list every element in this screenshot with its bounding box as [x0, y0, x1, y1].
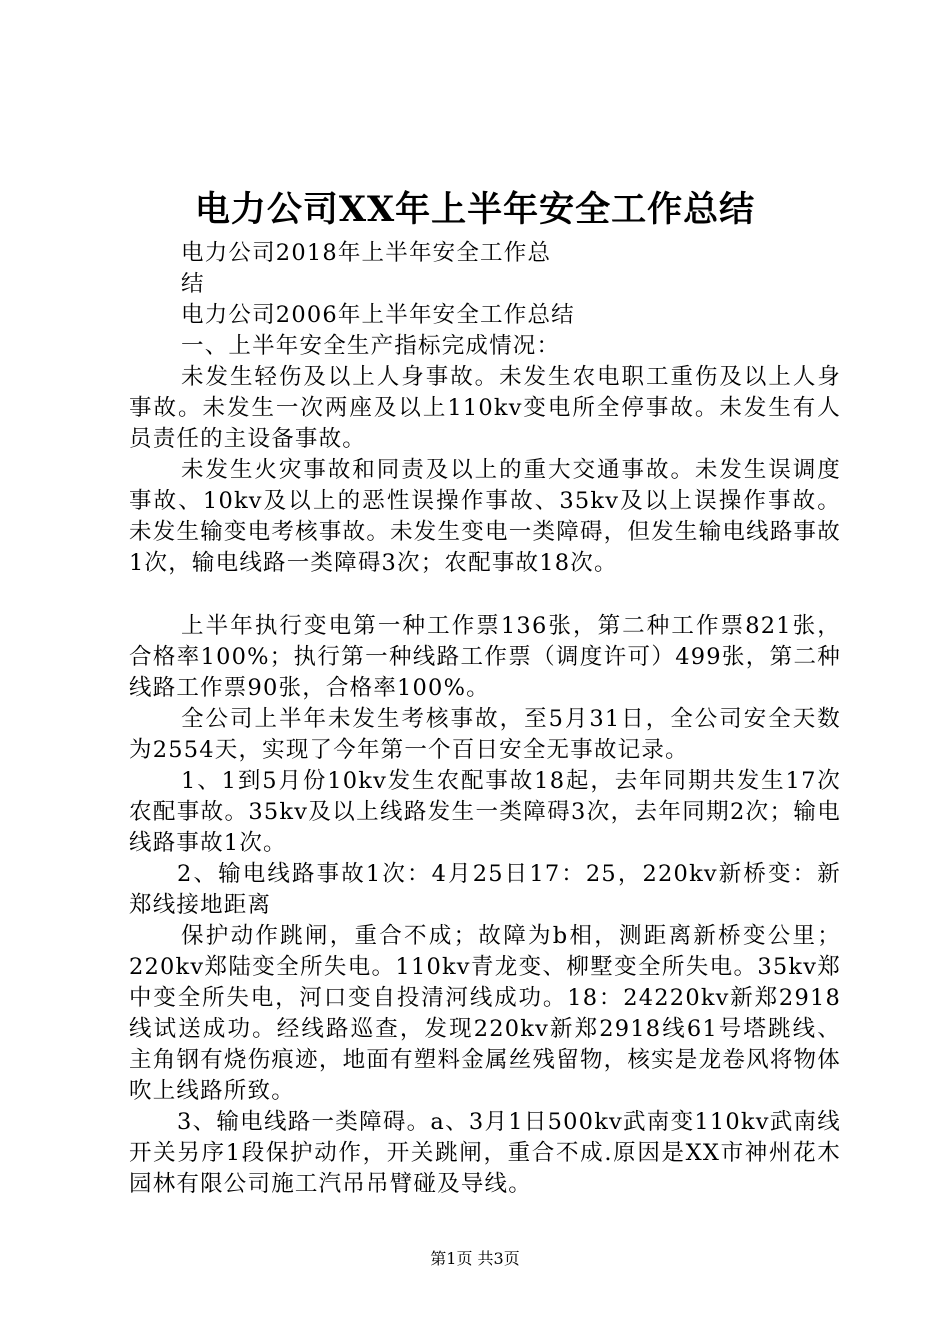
- paragraph-1: 未发生轻伤及以上人身事故。未发生农电职工重伤及以上人身事故。未发生一次两座及以上110kv变电所全停事故。未发生有人员责任的主设备事故。: [129, 364, 841, 452]
- subtitle-2: 电力公司2006年上半年安全工作总结: [181, 302, 575, 328]
- paragraph-7: 保护动作跳闸，重合不成；故障为b相，测距离新桥变公里；220kv郑陆变全所失电。110kv青龙变、柳墅变全所失电。35kv郑中变全所失电，河口变自投清河线成功。18：24220kv新郑2918线试送成功。经线路巡查，发现220kv新郑2918线61号塔跳线、主角钢有烧伤痕迹，地面有塑料金属丝残留物，核实是龙卷风将物体吹上线路所致。: [129, 923, 841, 1104]
- section1-heading: 一、上半年安全生产指标完成情况：: [181, 333, 561, 359]
- paragraph-gap: [129, 579, 841, 611]
- paragraph-3: 上半年执行变电第一种工作票136张，第二种工作票821张，合格率100%；执行第一种线路工作票（调度许可）499张，第二种线路工作票90张，合格率100%。: [129, 613, 841, 701]
- paragraph-8: 3、输电线路一类障碍。a、3月1日500kv武南变110kv武南线开关另序1段保护动作，开关跳闸，重合不成.原因是XX市神州花木园林有限公司施工汽吊吊臂碰及导线。: [129, 1109, 841, 1197]
- subtitle-line-1: 电力公司2018年上半年安全工作总: [181, 240, 552, 266]
- paragraph-6: 2、输电线路事故1次：4月25日17：25，220kv新桥变：新郑线接地距离: [129, 861, 841, 918]
- subtitle-line-2: 结: [181, 271, 205, 297]
- paragraph-4: 全公司上半年未发生考核事故，至5月31日，全公司安全天数为2554天，实现了今年第一个百日安全无事故记录。: [129, 706, 841, 763]
- document-title: 电力公司XX年上半年安全工作总结: [194, 189, 756, 230]
- page-footer: 第1页 共3页: [430, 1249, 520, 1268]
- document-body: [129, 238, 841, 1200]
- paragraph-5: 1、1到5月份10kv发生农配事故18起，去年同期共发生17次农配事故。35kv及以上线路发生一类障碍3次，去年同期2次；输电线路事故1次。: [129, 768, 841, 856]
- paragraph-2: 未发生火灾事故和同责及以上的重大交通事故。未发生误调度事故、10kv及以上的恶性误操作事故、35kv及以上误操作事故。未发生输变电考核事故。未发生变电一类障碍，但发生输电线路事故1次，输电线路一类障碍3次；农配事故18次。: [129, 457, 841, 576]
